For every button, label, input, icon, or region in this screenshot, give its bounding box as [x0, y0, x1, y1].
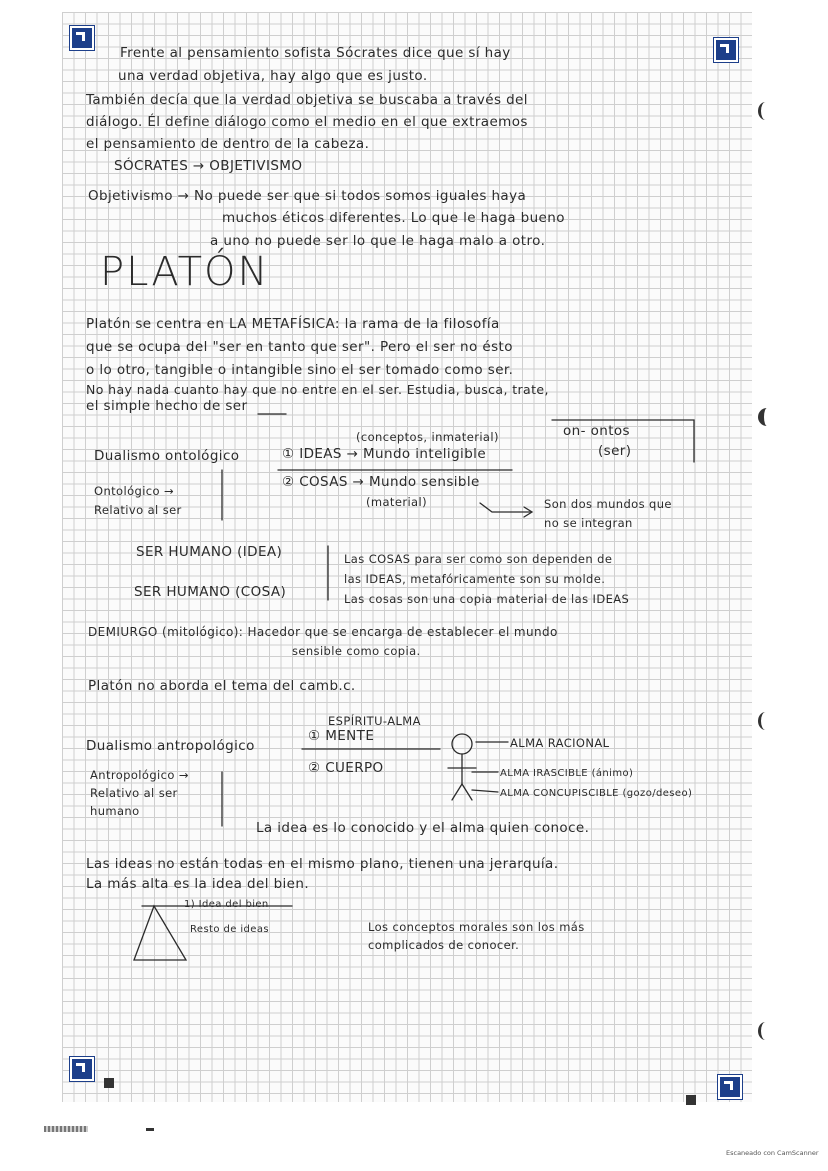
text-line: No hay nada cuanto hay que no entre en el ser. Estudia, busca, trate,	[86, 382, 549, 397]
material-note: (material)	[366, 495, 427, 509]
scanner-watermark: Escaneado con CamScanner	[726, 1149, 819, 1157]
boxed-note: on- ontos	[563, 423, 630, 439]
text-line: el pensamiento de dentro de la cabeza.	[86, 136, 370, 152]
triangle-rest-label: Resto de ideas	[190, 924, 269, 935]
text-line: diálogo. Él define diálogo como el medio en el que extraemos	[86, 114, 528, 130]
text-line: SER HUMANO (COSA)	[134, 584, 287, 600]
text-line: SER HUMANO (IDEA)	[136, 544, 283, 560]
stick-figure-head	[452, 734, 472, 754]
text-line: También decía que la verdad objetiva se buscaba a través del	[86, 92, 528, 108]
list-item: ② CUERPO	[308, 760, 384, 776]
boxed-note: (ser)	[598, 443, 632, 459]
soul-label: ALMA IRASCIBLE (ánimo)	[500, 768, 634, 779]
side-note: Ontológico →	[94, 484, 175, 498]
triangle-top-label: 1) Idea del bien	[184, 899, 269, 910]
box-outline	[552, 420, 694, 462]
soul-label: ALMA RACIONAL	[510, 736, 610, 750]
text-line: DEMIURGO (mitológico): Hacedor que se encarga de establecer el mundo	[88, 625, 558, 639]
text-line: sensible como copia.	[292, 644, 421, 658]
arrow	[480, 503, 530, 512]
text-line: Frente al pensamiento sofista Sócrates dice que sí hay	[120, 45, 511, 61]
section-label: Dualismo antropológico	[86, 738, 255, 754]
page-title: PLATÓN	[100, 249, 270, 295]
text-line: SÓCRATES → OBJETIVISMO	[114, 158, 303, 174]
list-item: ② COSAS → Mundo sensible	[282, 474, 480, 490]
hierarchy-triangle	[134, 906, 186, 960]
text-line: La idea es lo conocido y el alma quien conoce.	[256, 820, 590, 836]
text-line: La más alta es la idea del bien.	[86, 876, 310, 892]
text-line: Platón se centra en LA METAFÍSICA: la rama de la filosofía	[86, 316, 500, 332]
text-line: las IDEAS, metafóricamente son su molde.	[344, 572, 606, 586]
text-line: no se integran	[544, 516, 633, 530]
text-line: a uno no puede ser lo que le haga malo a otro.	[210, 233, 546, 249]
concept-note: (conceptos, inmaterial)	[356, 430, 499, 444]
text-line: Objetivismo → No puede ser que si todos somos iguales haya	[88, 188, 527, 204]
text-line: Los conceptos morales son los más	[368, 920, 585, 934]
text-line: el simple hecho de ser	[86, 398, 248, 414]
list-item: ① IDEAS → Mundo inteligible	[282, 446, 487, 462]
side-note: Antropológico →	[90, 768, 189, 782]
text-line: que se ocupa del "ser en tanto que ser". Pero el ser no ésto	[86, 339, 513, 355]
text-line: complicados de conocer.	[368, 938, 520, 952]
text-line: una verdad objetiva, hay algo que es justo.	[118, 68, 428, 84]
text-line: Platón no aborda el tema del camb.c.	[88, 678, 356, 694]
soul-label: ALMA CONCUPISCIBLE (gozo/deseo)	[500, 788, 693, 799]
stick-figure-leg	[462, 784, 472, 800]
text-line: Las cosas son una copia material de las IDEAS	[344, 592, 630, 606]
side-note: Relativo al ser	[94, 503, 182, 517]
list-item: ① MENTE	[308, 728, 375, 744]
text-line: muchos éticos diferentes. Lo que le haga bueno	[222, 210, 565, 226]
text-line: Son dos mundos que	[544, 497, 672, 511]
text-line: Las ideas no están todas en el mismo plano, tienen una jerarquía.	[86, 856, 559, 872]
text-line: ESPÍRITU-ALMA	[328, 714, 421, 728]
text-line: Las COSAS para ser como son dependen de	[344, 552, 613, 566]
arrow	[472, 790, 498, 792]
side-note: humano	[90, 804, 140, 818]
text-line: o lo otro, tangible o intangible sino el ser tomado como ser.	[86, 362, 514, 378]
side-note: Relativo al ser	[90, 786, 178, 800]
section-label: Dualismo ontológico	[94, 448, 240, 464]
stick-figure-leg	[452, 784, 462, 800]
